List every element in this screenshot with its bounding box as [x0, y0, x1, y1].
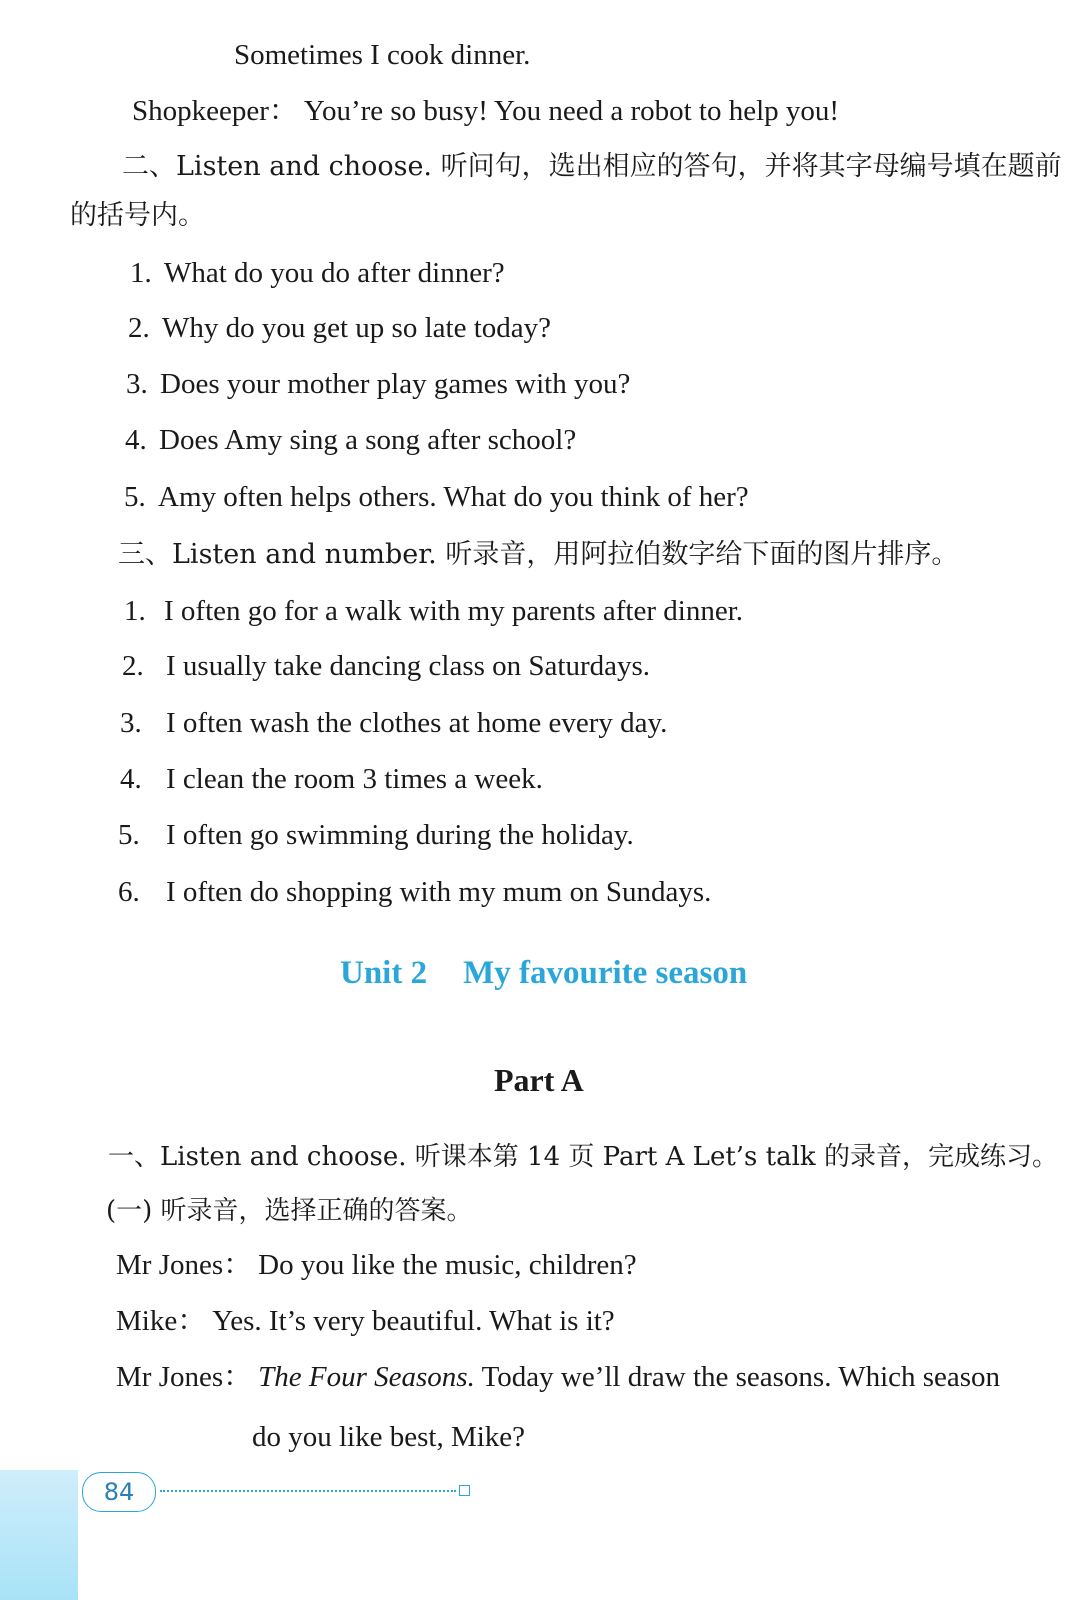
footer-dotted-rule: [160, 1490, 456, 1492]
footer-square-icon: [459, 1485, 470, 1496]
item-number: 4.: [120, 763, 142, 795]
speaker-label: Mr Jones：: [116, 1361, 253, 1393]
list-item: [124, 480, 749, 514]
section3-heading: 三、Listen and number. 听录音，用阿拉伯数字给下面的图片排序。: [118, 539, 959, 570]
dialog-text: You’re so busy! You need a robot to help you!: [303, 95, 840, 127]
cook-line: Sometimes I cook dinner.: [234, 39, 531, 71]
unit-label: Unit 2: [340, 955, 428, 991]
shopkeeper-line: [132, 94, 839, 128]
item-text: I often do shopping with my mum on Sundays.: [166, 876, 712, 908]
dialog-line: [116, 1304, 615, 1338]
item-number: 5.: [124, 481, 146, 513]
item-number: 3.: [120, 707, 142, 739]
page-number: 84: [82, 1472, 156, 1512]
list-item: [124, 594, 743, 628]
list-item: [118, 875, 711, 909]
list-item: [120, 762, 543, 796]
dialog-text: Yes. It’s very beautiful. What is it?: [212, 1305, 615, 1337]
item-text: Does Amy sing a song after school?: [159, 424, 577, 456]
unit-title: [340, 955, 747, 992]
list-item: [118, 818, 634, 852]
item-number: 4.: [125, 424, 147, 456]
dialog-line: [116, 1248, 637, 1282]
item-number: 2.: [128, 312, 150, 344]
item-number: 1.: [124, 595, 146, 627]
item-number: 1.: [130, 257, 152, 289]
item-text: I often go swimming during the holiday.: [166, 819, 634, 851]
item-number: 5.: [118, 819, 140, 851]
title-italic: The Four Seasons.: [258, 1361, 475, 1393]
list-item: [125, 423, 576, 457]
footer-band: [0, 1470, 78, 1600]
item-number: 6.: [118, 876, 140, 908]
item-text: Why do you get up so late today?: [162, 312, 551, 344]
speaker-label: Shopkeeper：: [132, 95, 298, 127]
item-text: I often go for a walk with my parents after dinner.: [164, 595, 744, 627]
item-text: Does your mother play games with you?: [160, 368, 631, 400]
item-text: I often wash the clothes at home every day.: [166, 707, 668, 739]
section-a1-heading: 一、Listen and choose. 听课本第 14 页 Part A Let’s talk 的录音，完成练习。: [108, 1142, 1058, 1172]
item-number: 3.: [126, 368, 148, 400]
section2-heading: 二、Listen and choose. 听问句，选出相应的答句，并将其字母编号填在题前: [122, 151, 1062, 182]
dialog-continuation: do you like best, Mike?: [252, 1421, 526, 1453]
section-a1-subheading: (一) 听录音，选择正确的答案。: [106, 1196, 473, 1226]
list-item: [130, 256, 505, 290]
item-text: Amy often helps others. What do you think of her?: [158, 481, 749, 513]
item-text: I clean the room 3 times a week.: [166, 763, 543, 795]
item-text: What do you do after dinner?: [164, 257, 505, 289]
list-item: [122, 649, 650, 683]
list-item: [126, 367, 630, 401]
list-item: [128, 311, 551, 345]
speaker-label: Mike：: [116, 1305, 207, 1337]
part-title: Part A: [494, 1062, 584, 1098]
item-number: 2.: [122, 650, 144, 682]
dialog-text: Today we’ll draw the seasons. Which season: [474, 1361, 1001, 1393]
dialog-text: Do you like the music, children?: [258, 1249, 637, 1281]
item-text: I usually take dancing class on Saturdays.: [166, 650, 651, 682]
unit-name: My favourite season: [463, 955, 748, 991]
speaker-label: Mr Jones：: [116, 1249, 253, 1281]
dialog-line: [116, 1360, 1000, 1394]
section2-heading-cont: 的括号内。: [70, 200, 205, 231]
list-item: [120, 706, 667, 740]
